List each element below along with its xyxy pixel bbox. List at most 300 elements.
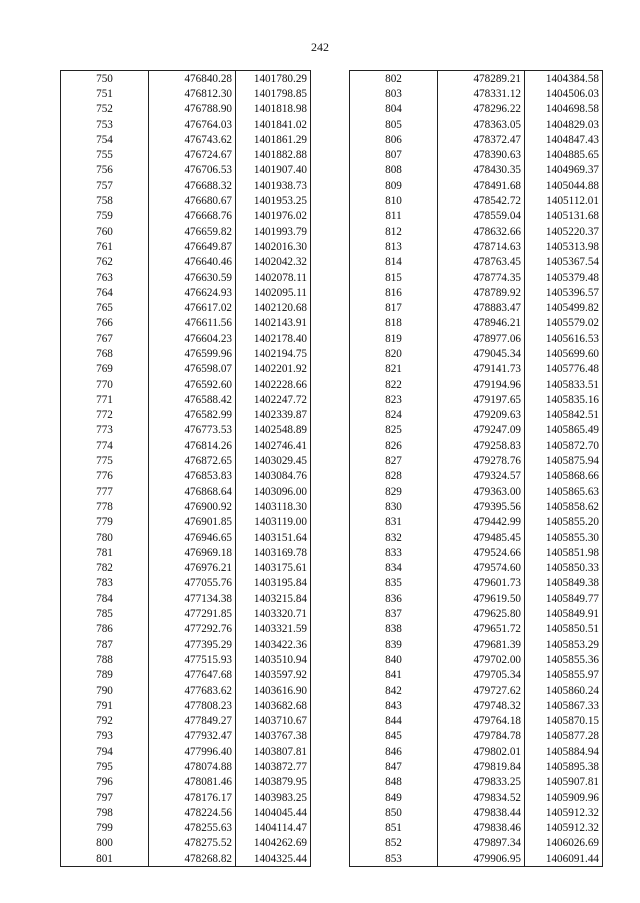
point-number: 753 bbox=[61, 117, 149, 132]
y-coordinate: 1401841.02 bbox=[236, 117, 311, 132]
x-coordinate: 476812.30 bbox=[149, 86, 236, 101]
table-row bbox=[350, 515, 603, 530]
x-coordinate: 476976.21 bbox=[149, 561, 236, 576]
table-row bbox=[61, 545, 311, 560]
table-row bbox=[61, 255, 311, 270]
point-number: 752 bbox=[61, 102, 149, 117]
x-coordinate: 479442.99 bbox=[438, 515, 525, 530]
table-row bbox=[350, 836, 603, 851]
x-coordinate: 478632.66 bbox=[438, 224, 525, 239]
y-coordinate: 1404325.44 bbox=[236, 851, 311, 867]
y-coordinate: 1404114.47 bbox=[236, 821, 311, 836]
x-coordinate: 478491.68 bbox=[438, 178, 525, 193]
table-row bbox=[350, 438, 603, 453]
point-number: 840 bbox=[350, 652, 438, 667]
y-coordinate: 1405131.68 bbox=[525, 209, 603, 224]
y-coordinate: 1405912.32 bbox=[525, 821, 603, 836]
point-number: 801 bbox=[61, 851, 149, 867]
point-number: 777 bbox=[61, 484, 149, 499]
point-number: 824 bbox=[350, 408, 438, 423]
table-row bbox=[61, 163, 311, 178]
point-number: 853 bbox=[350, 851, 438, 867]
point-number: 806 bbox=[350, 132, 438, 147]
point-number: 823 bbox=[350, 392, 438, 407]
y-coordinate: 1403195.84 bbox=[236, 576, 311, 591]
x-coordinate: 479209.63 bbox=[438, 408, 525, 423]
y-coordinate: 1405867.33 bbox=[525, 698, 603, 713]
y-coordinate: 1403215.84 bbox=[236, 591, 311, 606]
point-number: 787 bbox=[61, 637, 149, 652]
table-row bbox=[350, 606, 603, 621]
point-number: 846 bbox=[350, 744, 438, 759]
point-number: 772 bbox=[61, 408, 149, 423]
y-coordinate: 1401976.02 bbox=[236, 209, 311, 224]
x-coordinate: 479838.44 bbox=[438, 805, 525, 820]
point-number: 779 bbox=[61, 515, 149, 530]
point-number: 832 bbox=[350, 530, 438, 545]
y-coordinate: 1402339.87 bbox=[236, 408, 311, 423]
point-number: 802 bbox=[350, 71, 438, 87]
x-coordinate: 476872.65 bbox=[149, 453, 236, 468]
x-coordinate: 479651.72 bbox=[438, 622, 525, 637]
y-coordinate: 1405849.91 bbox=[525, 606, 603, 621]
y-coordinate: 1405912.32 bbox=[525, 805, 603, 820]
x-coordinate: 479838.46 bbox=[438, 821, 525, 836]
point-number: 766 bbox=[61, 316, 149, 331]
y-coordinate: 1405868.66 bbox=[525, 469, 603, 484]
table-row bbox=[350, 652, 603, 667]
y-coordinate: 1405850.33 bbox=[525, 561, 603, 576]
x-coordinate: 479141.73 bbox=[438, 362, 525, 377]
y-coordinate: 1402194.75 bbox=[236, 346, 311, 361]
table-row bbox=[350, 178, 603, 193]
table-row bbox=[61, 637, 311, 652]
y-coordinate: 1405849.38 bbox=[525, 576, 603, 591]
table-row bbox=[350, 729, 603, 744]
x-coordinate: 476599.96 bbox=[149, 346, 236, 361]
y-coordinate: 1404698.58 bbox=[525, 102, 603, 117]
y-coordinate: 1402078.11 bbox=[236, 270, 311, 285]
point-number: 756 bbox=[61, 163, 149, 178]
x-coordinate: 477808.23 bbox=[149, 698, 236, 713]
y-coordinate: 1405875.94 bbox=[525, 453, 603, 468]
x-coordinate: 476724.67 bbox=[149, 147, 236, 162]
table-row bbox=[61, 377, 311, 392]
table-row bbox=[350, 316, 603, 331]
y-coordinate: 1405044.88 bbox=[525, 178, 603, 193]
y-coordinate: 1405855.36 bbox=[525, 652, 603, 667]
x-coordinate: 476659.82 bbox=[149, 224, 236, 239]
table-row bbox=[61, 147, 311, 162]
table-row bbox=[61, 408, 311, 423]
point-number: 774 bbox=[61, 438, 149, 453]
table-row bbox=[350, 86, 603, 101]
x-coordinate: 478176.17 bbox=[149, 790, 236, 805]
y-coordinate: 1401953.25 bbox=[236, 193, 311, 208]
table-row bbox=[61, 209, 311, 224]
x-coordinate: 477055.76 bbox=[149, 576, 236, 591]
y-coordinate: 1403597.92 bbox=[236, 668, 311, 683]
point-number: 761 bbox=[61, 239, 149, 254]
table-row bbox=[350, 163, 603, 178]
point-number: 813 bbox=[350, 239, 438, 254]
point-number: 837 bbox=[350, 606, 438, 621]
table-row bbox=[350, 102, 603, 117]
point-number: 770 bbox=[61, 377, 149, 392]
point-number: 828 bbox=[350, 469, 438, 484]
point-number: 773 bbox=[61, 423, 149, 438]
y-coordinate: 1402016.30 bbox=[236, 239, 311, 254]
x-coordinate: 479897.34 bbox=[438, 836, 525, 851]
x-coordinate: 478946.21 bbox=[438, 316, 525, 331]
y-coordinate: 1405579.02 bbox=[525, 316, 603, 331]
y-coordinate: 1405851.98 bbox=[525, 545, 603, 560]
point-number: 803 bbox=[350, 86, 438, 101]
x-coordinate: 478289.21 bbox=[438, 71, 525, 87]
point-number: 842 bbox=[350, 683, 438, 698]
x-coordinate: 476688.32 bbox=[149, 178, 236, 193]
x-coordinate: 476868.64 bbox=[149, 484, 236, 499]
point-number: 754 bbox=[61, 132, 149, 147]
table-row bbox=[61, 759, 311, 774]
table-row bbox=[350, 759, 603, 774]
point-number: 810 bbox=[350, 193, 438, 208]
y-coordinate: 1404262.69 bbox=[236, 836, 311, 851]
point-number: 783 bbox=[61, 576, 149, 591]
y-coordinate: 1405367.54 bbox=[525, 255, 603, 270]
x-coordinate: 478331.12 bbox=[438, 86, 525, 101]
point-number: 789 bbox=[61, 668, 149, 683]
point-number: 785 bbox=[61, 606, 149, 621]
y-coordinate: 1405872.70 bbox=[525, 438, 603, 453]
table-row bbox=[61, 331, 311, 346]
x-coordinate: 476706.53 bbox=[149, 163, 236, 178]
y-coordinate: 1405313.98 bbox=[525, 239, 603, 254]
y-coordinate: 1405220.37 bbox=[525, 224, 603, 239]
x-coordinate: 478883.47 bbox=[438, 300, 525, 315]
table-row bbox=[61, 178, 311, 193]
y-coordinate: 1405860.24 bbox=[525, 683, 603, 698]
table-row bbox=[61, 851, 311, 867]
x-coordinate: 476624.93 bbox=[149, 285, 236, 300]
table-row bbox=[350, 362, 603, 377]
point-number: 826 bbox=[350, 438, 438, 453]
y-coordinate: 1403029.45 bbox=[236, 453, 311, 468]
point-number: 759 bbox=[61, 209, 149, 224]
x-coordinate: 479194.96 bbox=[438, 377, 525, 392]
table-row bbox=[350, 392, 603, 407]
y-coordinate: 1403872.77 bbox=[236, 759, 311, 774]
x-coordinate: 479819.84 bbox=[438, 759, 525, 774]
point-number: 781 bbox=[61, 545, 149, 560]
x-coordinate: 479705.34 bbox=[438, 668, 525, 683]
table-row bbox=[61, 193, 311, 208]
x-coordinate: 479748.32 bbox=[438, 698, 525, 713]
point-number: 793 bbox=[61, 729, 149, 744]
x-coordinate: 476901.85 bbox=[149, 515, 236, 530]
x-coordinate: 479727.62 bbox=[438, 683, 525, 698]
point-number: 794 bbox=[61, 744, 149, 759]
x-coordinate: 479485.45 bbox=[438, 530, 525, 545]
y-coordinate: 1405699.60 bbox=[525, 346, 603, 361]
point-number: 845 bbox=[350, 729, 438, 744]
y-coordinate: 1404045.44 bbox=[236, 805, 311, 820]
point-number: 804 bbox=[350, 102, 438, 117]
point-number: 775 bbox=[61, 453, 149, 468]
y-coordinate: 1405833.51 bbox=[525, 377, 603, 392]
y-coordinate: 1402201.92 bbox=[236, 362, 311, 377]
point-number: 771 bbox=[61, 392, 149, 407]
table-row bbox=[61, 790, 311, 805]
x-coordinate: 476853.83 bbox=[149, 469, 236, 484]
point-number: 798 bbox=[61, 805, 149, 820]
table-row bbox=[61, 668, 311, 683]
table-row bbox=[350, 239, 603, 254]
y-coordinate: 1404847.43 bbox=[525, 132, 603, 147]
x-coordinate: 477849.27 bbox=[149, 713, 236, 728]
y-coordinate: 1405895.38 bbox=[525, 759, 603, 774]
x-coordinate: 478296.22 bbox=[438, 102, 525, 117]
table-row bbox=[350, 346, 603, 361]
x-coordinate: 477395.29 bbox=[149, 637, 236, 652]
y-coordinate: 1404885.65 bbox=[525, 147, 603, 162]
y-coordinate: 1402247.72 bbox=[236, 392, 311, 407]
x-coordinate: 479247.09 bbox=[438, 423, 525, 438]
y-coordinate: 1404829.03 bbox=[525, 117, 603, 132]
x-coordinate: 477515.93 bbox=[149, 652, 236, 667]
point-number: 835 bbox=[350, 576, 438, 591]
point-number: 751 bbox=[61, 86, 149, 101]
point-number: 814 bbox=[350, 255, 438, 270]
point-number: 763 bbox=[61, 270, 149, 285]
y-coordinate: 1405112.01 bbox=[525, 193, 603, 208]
point-number: 767 bbox=[61, 331, 149, 346]
y-coordinate: 1405909.96 bbox=[525, 790, 603, 805]
x-coordinate: 476764.03 bbox=[149, 117, 236, 132]
point-number: 760 bbox=[61, 224, 149, 239]
x-coordinate: 479574.60 bbox=[438, 561, 525, 576]
table-row bbox=[350, 331, 603, 346]
point-number: 750 bbox=[61, 71, 149, 87]
point-number: 795 bbox=[61, 759, 149, 774]
x-coordinate: 479619.50 bbox=[438, 591, 525, 606]
table-row bbox=[61, 362, 311, 377]
y-coordinate: 1401882.88 bbox=[236, 147, 311, 162]
y-coordinate: 1405855.30 bbox=[525, 530, 603, 545]
x-coordinate: 478977.06 bbox=[438, 331, 525, 346]
table-row bbox=[61, 606, 311, 621]
x-coordinate: 478559.04 bbox=[438, 209, 525, 224]
x-coordinate: 479363.00 bbox=[438, 484, 525, 499]
point-number: 805 bbox=[350, 117, 438, 132]
x-coordinate: 479045.34 bbox=[438, 346, 525, 361]
y-coordinate: 1405853.29 bbox=[525, 637, 603, 652]
table-row bbox=[61, 346, 311, 361]
table-row bbox=[61, 713, 311, 728]
y-coordinate: 1403175.61 bbox=[236, 561, 311, 576]
x-coordinate: 479197.65 bbox=[438, 392, 525, 407]
x-coordinate: 477647.68 bbox=[149, 668, 236, 683]
x-coordinate: 476969.18 bbox=[149, 545, 236, 560]
point-number: 765 bbox=[61, 300, 149, 315]
y-coordinate: 1403807.81 bbox=[236, 744, 311, 759]
table-row bbox=[61, 836, 311, 851]
x-coordinate: 477134.38 bbox=[149, 591, 236, 606]
point-number: 796 bbox=[61, 775, 149, 790]
point-number: 769 bbox=[61, 362, 149, 377]
table-row bbox=[350, 530, 603, 545]
table-row bbox=[350, 576, 603, 591]
x-coordinate: 479601.73 bbox=[438, 576, 525, 591]
table-row bbox=[350, 668, 603, 683]
x-coordinate: 476640.46 bbox=[149, 255, 236, 270]
x-coordinate: 478268.82 bbox=[149, 851, 236, 867]
x-coordinate: 478275.52 bbox=[149, 836, 236, 851]
point-number: 784 bbox=[61, 591, 149, 606]
y-coordinate: 1403151.64 bbox=[236, 530, 311, 545]
y-coordinate: 1405616.53 bbox=[525, 331, 603, 346]
table-row bbox=[61, 530, 311, 545]
point-number: 776 bbox=[61, 469, 149, 484]
point-number: 818 bbox=[350, 316, 438, 331]
table-row bbox=[350, 591, 603, 606]
table-row bbox=[350, 224, 603, 239]
x-coordinate: 478763.45 bbox=[438, 255, 525, 270]
table-row bbox=[61, 821, 311, 836]
y-coordinate: 1405842.51 bbox=[525, 408, 603, 423]
y-coordinate: 1403879.95 bbox=[236, 775, 311, 790]
point-number: 836 bbox=[350, 591, 438, 606]
table-row bbox=[350, 775, 603, 790]
table-row bbox=[61, 224, 311, 239]
table-row bbox=[61, 805, 311, 820]
y-coordinate: 1405396.57 bbox=[525, 285, 603, 300]
y-coordinate: 1405379.48 bbox=[525, 270, 603, 285]
point-number: 809 bbox=[350, 178, 438, 193]
x-coordinate: 478372.47 bbox=[438, 132, 525, 147]
table-row bbox=[350, 713, 603, 728]
point-number: 848 bbox=[350, 775, 438, 790]
table-row bbox=[350, 300, 603, 315]
point-number: 788 bbox=[61, 652, 149, 667]
x-coordinate: 476649.87 bbox=[149, 239, 236, 254]
x-coordinate: 477932.47 bbox=[149, 729, 236, 744]
point-number: 791 bbox=[61, 698, 149, 713]
table-row bbox=[61, 499, 311, 514]
point-number: 844 bbox=[350, 713, 438, 728]
table-row bbox=[61, 392, 311, 407]
point-number: 825 bbox=[350, 423, 438, 438]
table-row bbox=[350, 423, 603, 438]
point-number: 797 bbox=[61, 790, 149, 805]
x-coordinate: 478390.63 bbox=[438, 147, 525, 162]
y-coordinate: 1405850.51 bbox=[525, 622, 603, 637]
point-number: 819 bbox=[350, 331, 438, 346]
point-number: 829 bbox=[350, 484, 438, 499]
x-coordinate: 479802.01 bbox=[438, 744, 525, 759]
x-coordinate: 477292.76 bbox=[149, 622, 236, 637]
table-row bbox=[61, 316, 311, 331]
y-coordinate: 1405855.20 bbox=[525, 515, 603, 530]
point-number: 827 bbox=[350, 453, 438, 468]
y-coordinate: 1403422.36 bbox=[236, 637, 311, 652]
x-coordinate: 479906.95 bbox=[438, 851, 525, 867]
x-coordinate: 478789.92 bbox=[438, 285, 525, 300]
point-number: 852 bbox=[350, 836, 438, 851]
table-row bbox=[350, 698, 603, 713]
x-coordinate: 476617.02 bbox=[149, 300, 236, 315]
y-coordinate: 1405870.15 bbox=[525, 713, 603, 728]
table-row bbox=[350, 545, 603, 560]
y-coordinate: 1402095.11 bbox=[236, 285, 311, 300]
coordinate-table-right-body bbox=[350, 71, 603, 867]
table-row bbox=[61, 561, 311, 576]
point-number: 778 bbox=[61, 499, 149, 514]
point-number: 822 bbox=[350, 377, 438, 392]
x-coordinate: 476604.23 bbox=[149, 331, 236, 346]
x-coordinate: 477996.40 bbox=[149, 744, 236, 759]
table-row bbox=[61, 683, 311, 698]
x-coordinate: 478363.05 bbox=[438, 117, 525, 132]
y-coordinate: 1401818.98 bbox=[236, 102, 311, 117]
x-coordinate: 476592.60 bbox=[149, 377, 236, 392]
table-row bbox=[350, 408, 603, 423]
table-row bbox=[350, 683, 603, 698]
x-coordinate: 476743.62 bbox=[149, 132, 236, 147]
table-row bbox=[61, 71, 311, 87]
y-coordinate: 1403084.76 bbox=[236, 469, 311, 484]
point-number: 786 bbox=[61, 622, 149, 637]
point-number: 811 bbox=[350, 209, 438, 224]
y-coordinate: 1405877.28 bbox=[525, 729, 603, 744]
x-coordinate: 478774.35 bbox=[438, 270, 525, 285]
point-number: 843 bbox=[350, 698, 438, 713]
table-row bbox=[350, 71, 603, 87]
y-coordinate: 1403710.67 bbox=[236, 713, 311, 728]
x-coordinate: 479324.57 bbox=[438, 469, 525, 484]
x-coordinate: 478255.63 bbox=[149, 821, 236, 836]
y-coordinate: 1403682.68 bbox=[236, 698, 311, 713]
x-coordinate: 476630.59 bbox=[149, 270, 236, 285]
table-row bbox=[61, 622, 311, 637]
point-number: 851 bbox=[350, 821, 438, 836]
x-coordinate: 479784.78 bbox=[438, 729, 525, 744]
table-row bbox=[61, 484, 311, 499]
point-number: 841 bbox=[350, 668, 438, 683]
point-number: 768 bbox=[61, 346, 149, 361]
point-number: 755 bbox=[61, 147, 149, 162]
y-coordinate: 1401780.29 bbox=[236, 71, 311, 87]
x-coordinate: 478542.72 bbox=[438, 193, 525, 208]
y-coordinate: 1405858.62 bbox=[525, 499, 603, 514]
table-row bbox=[350, 851, 603, 867]
table-row bbox=[61, 744, 311, 759]
x-coordinate: 476788.90 bbox=[149, 102, 236, 117]
table-row bbox=[61, 285, 311, 300]
y-coordinate: 1406091.44 bbox=[525, 851, 603, 867]
y-coordinate: 1403169.78 bbox=[236, 545, 311, 560]
x-coordinate: 476611.56 bbox=[149, 316, 236, 331]
table-row bbox=[350, 821, 603, 836]
x-coordinate: 479278.76 bbox=[438, 453, 525, 468]
point-number: 764 bbox=[61, 285, 149, 300]
y-coordinate: 1401938.73 bbox=[236, 178, 311, 193]
y-coordinate: 1402178.40 bbox=[236, 331, 311, 346]
y-coordinate: 1405884.94 bbox=[525, 744, 603, 759]
table-row bbox=[61, 453, 311, 468]
table-row bbox=[61, 239, 311, 254]
x-coordinate: 476773.53 bbox=[149, 423, 236, 438]
